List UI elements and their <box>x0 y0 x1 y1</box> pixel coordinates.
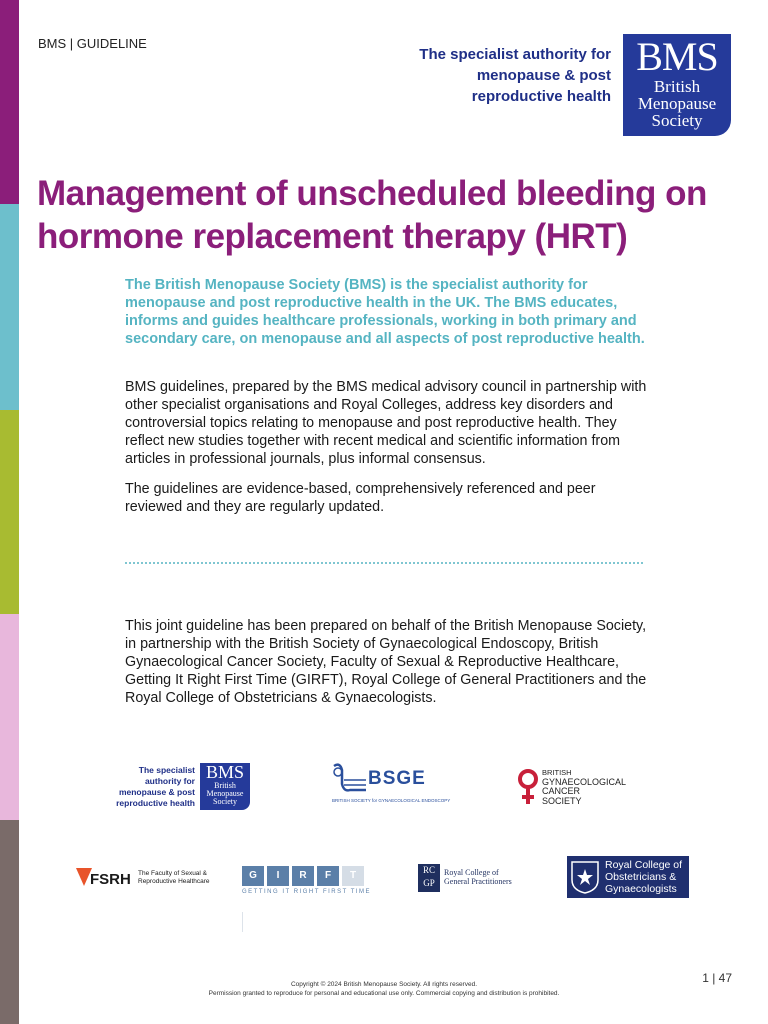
rcgp-logo <box>418 864 528 894</box>
side-bar-teal <box>0 204 19 410</box>
bgcs-line1: BRITISH <box>542 768 572 777</box>
rcgp-mark <box>418 864 440 892</box>
bms-small-line1: British <box>214 781 236 790</box>
side-bar-green <box>0 410 19 614</box>
girft-logo <box>242 866 372 932</box>
fsrh-logo <box>76 866 236 890</box>
body-paragraph-1: BMS guidelines, prepared by the BMS medical advisory council in partnership with other specialist organisations and Royal Colleges, address key disorders and controversial topics relating to menopause and post reproductive health. They reflect new studies together with recent medical and scientific information from articles in professional journals, plus informal consensus. <box>125 379 647 467</box>
rcog-logo <box>567 856 689 898</box>
bms-small-line2: Menopause <box>206 789 244 798</box>
header-label: BMS | GUIDELINE <box>38 36 147 51</box>
bgcs-line4: SOCIETY <box>542 795 582 806</box>
rcgp-line1: Royal College of <box>444 868 499 877</box>
bms-logo <box>623 34 731 136</box>
bsge-logo <box>330 762 451 808</box>
bms-logo-abbrev: BMS <box>636 34 718 79</box>
page-number: 1 | 47 <box>702 971 732 985</box>
bsge-subtitle: BRITISH SOCIETY for GYNAECOLOGICAL ENDOSCOPY <box>332 798 451 803</box>
bsge-mark-icon <box>330 762 370 798</box>
bms-small-abbrev: BMS <box>205 762 245 782</box>
bgcs-venus-icon <box>516 766 540 806</box>
side-bar-purple <box>0 0 19 204</box>
rcog-line2: Obstetricians & <box>605 871 677 883</box>
girft-subtitle: GETTING IT RIGHT FIRST TIME <box>242 889 372 895</box>
bms-logo-line3: Society <box>651 111 703 130</box>
bgcs-text <box>542 768 626 806</box>
fsrh-sub2: Reproductive Healthcare <box>138 877 210 885</box>
bgcs-logo <box>516 766 646 810</box>
copyright-line: Copyright © 2024 British Menopause Society. All rights reserved. <box>290 981 478 988</box>
rcgp-line2: General Practitioners <box>444 877 512 886</box>
girft-letters <box>242 866 368 886</box>
bms-small-tagline: The specialist authority for menopause & post reproductive health <box>116 765 195 808</box>
rcog-line3: Gynaecologists <box>605 883 677 895</box>
rcog-shield-icon <box>570 860 600 894</box>
girft-letter-g: G <box>242 866 264 886</box>
girft-letter-r: R <box>292 866 314 886</box>
copyright-notice <box>0 980 768 998</box>
body-paragraph-3: This joint guideline has been prepared on behalf of the British Menopause Society, in partnership with the British Society of Gynaecological Endoscopy, British Gynaecological Cancer Society, Faculty of Sexual & Reproductive Healthcare, Getting It Right First Time (GIRFT), Royal College of General Practitioners and the Royal College of Obstetricians & Gynaecologists. <box>125 618 647 706</box>
bgcs-line2: GYNAECOLOGICAL <box>542 776 627 787</box>
girft-letter-f: F <box>317 866 339 886</box>
rcgp-text <box>444 868 512 886</box>
side-bar-pink <box>0 614 19 820</box>
girft-divider <box>242 912 243 932</box>
fsrh-name: FSRH <box>90 871 131 888</box>
rcgp-mark-top: RC <box>422 865 435 875</box>
bms-small-logo <box>200 763 250 810</box>
girft-letter-t: T <box>342 866 364 886</box>
header-tagline: The specialist authority for menopause & post reproductive health <box>419 46 611 105</box>
intro-paragraph: The British Menopause Society (BMS) is the specialist authority for menopause and post reproductive health in the UK. The BMS educates, informs and guides healthcare professionals, working in both primary and secondary care, on menopause and all aspects of post reproductive health. <box>125 277 645 347</box>
rcog-text <box>605 859 682 895</box>
rcog-line1: Royal College of <box>605 859 683 871</box>
fsrh-subtitle <box>138 870 210 885</box>
body-paragraph-2: The guidelines are evidence-based, comprehensively referenced and peer reviewed and they are regularly updated. <box>125 481 596 515</box>
bms-logo-line2: Menopause <box>637 94 717 113</box>
bsge-name: BSGE <box>368 768 426 789</box>
bms-logo-line1: British <box>653 77 701 96</box>
fsrh-sub1: The Faculty of Sexual & <box>138 870 208 877</box>
bgcs-line3: CANCER <box>542 786 581 796</box>
girft-letter-i: I <box>267 866 289 886</box>
rcgp-mark-bottom: GP <box>423 878 435 888</box>
dotted-divider <box>125 562 643 564</box>
permission-line: Permission granted to reproduce for personal and educational use only. Commercial copying and distribution is prohibited. <box>208 990 560 997</box>
bms-small-line3: Society <box>213 797 237 806</box>
page-title: Management of unscheduled bleeding on hormone replacement therapy (HRT) <box>37 174 707 256</box>
